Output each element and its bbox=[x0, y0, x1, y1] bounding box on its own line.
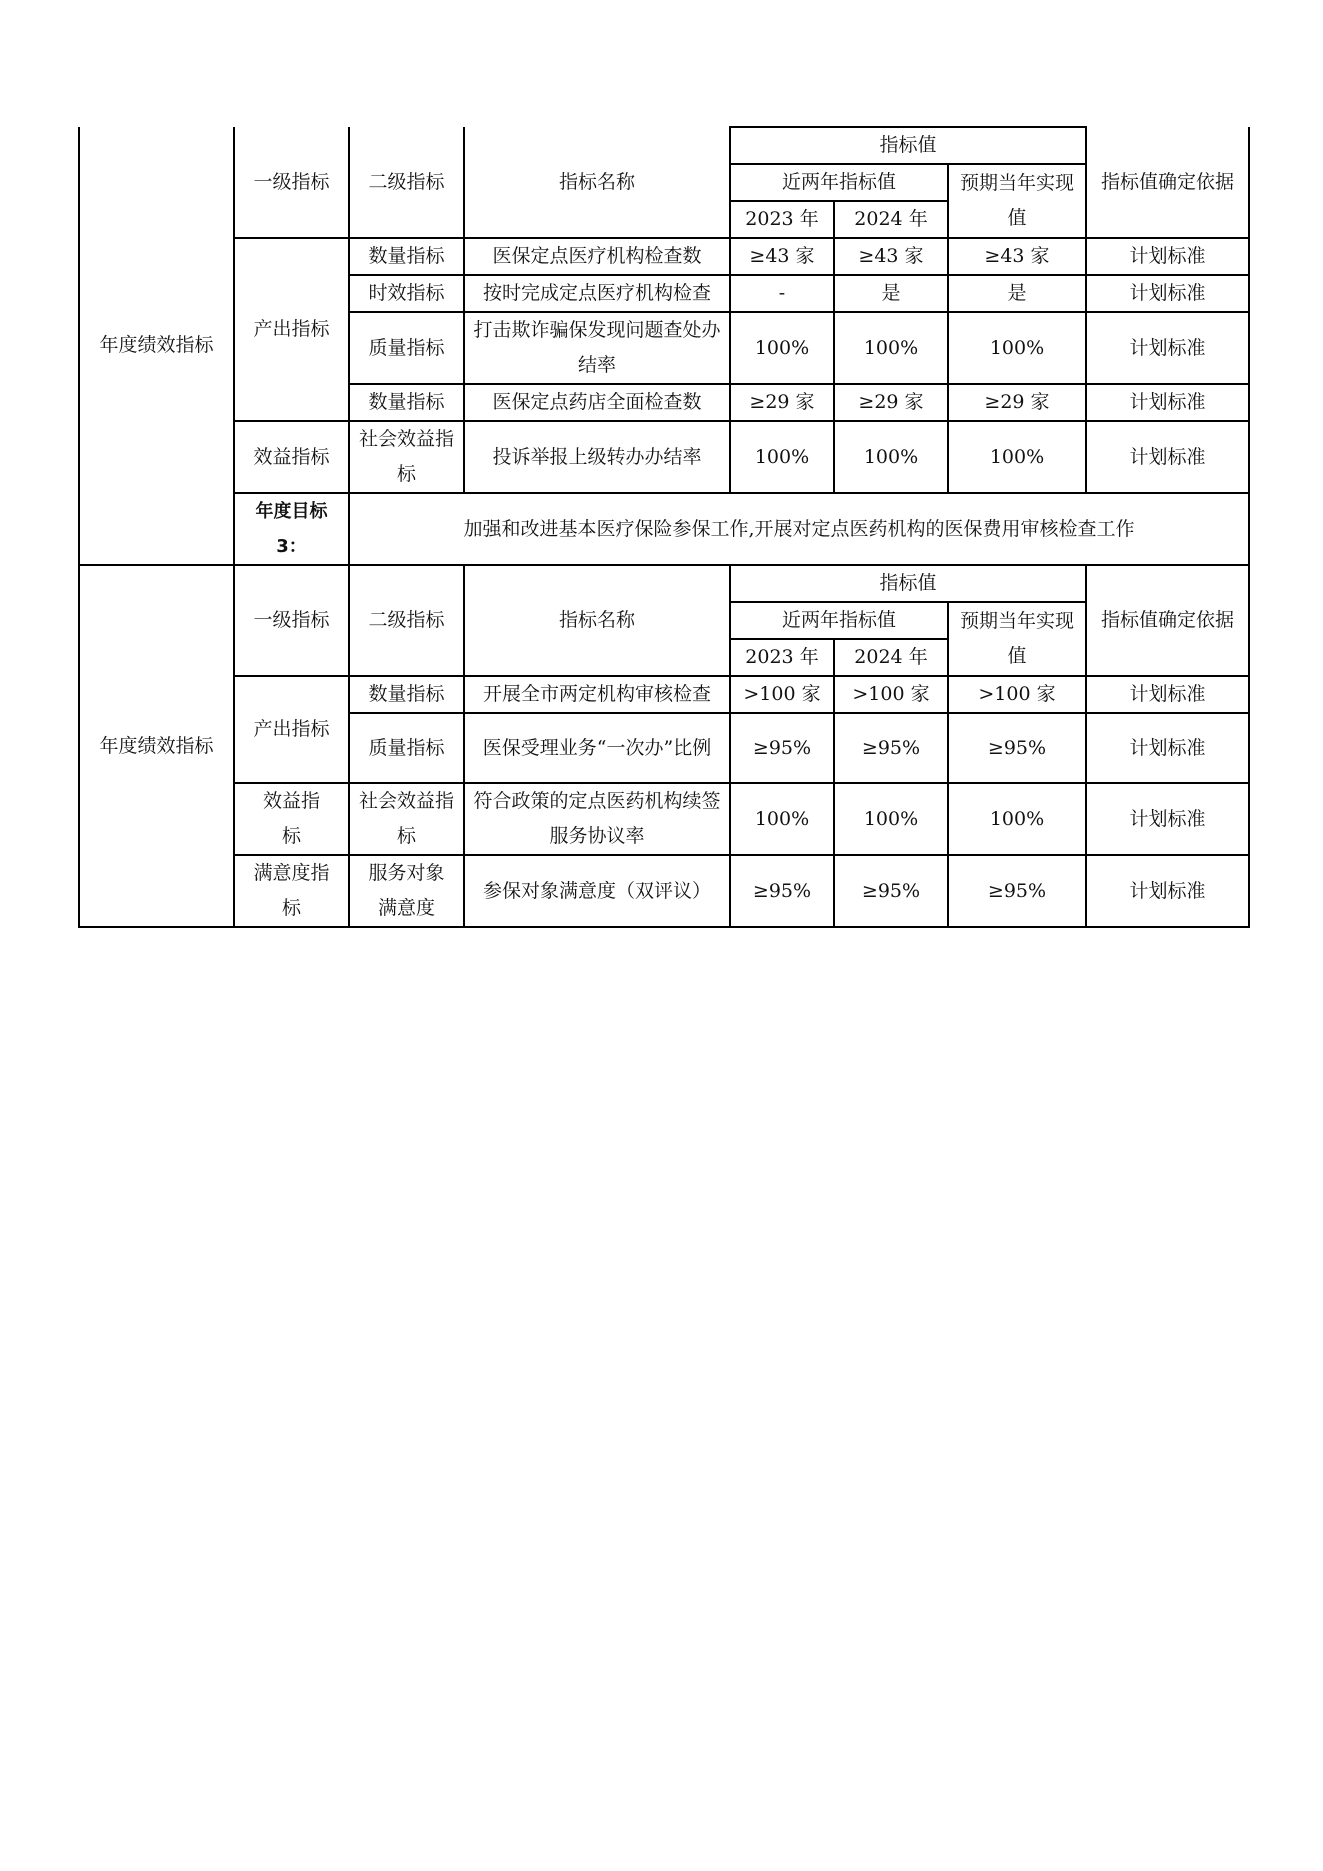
cell-2024: >100 家 bbox=[834, 676, 948, 713]
table-header-row bbox=[79, 565, 1249, 602]
cell-basis: 计划标准 bbox=[1086, 855, 1249, 927]
table-row bbox=[79, 421, 1249, 493]
table-row bbox=[79, 783, 1249, 855]
cell-2024: 100% bbox=[834, 312, 948, 384]
cell-indicator-name: 按时完成定点医疗机构检查 bbox=[464, 275, 730, 312]
cell-2023: 100% bbox=[730, 783, 834, 855]
cell-expected: ≥95% bbox=[948, 713, 1086, 783]
cell-indicator-name: 医保受理业务“一次办”比例 bbox=[464, 713, 730, 783]
cell-level2: 质量指标 bbox=[349, 312, 464, 384]
header-year-2023: 2023 年 bbox=[730, 639, 834, 676]
cell-2024: ≥43 家 bbox=[834, 238, 948, 275]
cell-basis: 计划标准 bbox=[1086, 275, 1249, 312]
level1-output: 产出指标 bbox=[234, 238, 349, 421]
group-label-annual-performance: 年度绩效指标 bbox=[79, 565, 234, 927]
header-level2: 二级指标 bbox=[349, 127, 464, 238]
cell-level2: 服务对象满意度 bbox=[349, 855, 464, 927]
cell-indicator-name: 医保定点医疗机构检查数 bbox=[464, 238, 730, 275]
header-indicator-value: 指标值 bbox=[730, 565, 1086, 602]
cell-level2: 社会效益指标 bbox=[349, 783, 464, 855]
cell-2024: 100% bbox=[834, 783, 948, 855]
header-indicator-name: 指标名称 bbox=[464, 565, 730, 676]
header-year-2024: 2024 年 bbox=[834, 639, 948, 676]
header-level1: 一级指标 bbox=[234, 565, 349, 676]
cell-basis: 计划标准 bbox=[1086, 238, 1249, 275]
header-level1: 一级指标 bbox=[234, 127, 349, 238]
annual-goal-text: 加强和改进基本医疗保险参保工作,开展对定点医药机构的医保费用审核检查工作 bbox=[349, 493, 1249, 565]
cell-2023: ≥95% bbox=[730, 855, 834, 927]
cell-indicator-name: 参保对象满意度（双评议） bbox=[464, 855, 730, 927]
cell-level2: 时效指标 bbox=[349, 275, 464, 312]
cell-2024: ≥95% bbox=[834, 855, 948, 927]
cell-level2: 数量指标 bbox=[349, 238, 464, 275]
header-expected-current-year: 预期当年实现值 bbox=[948, 602, 1086, 676]
cell-expected: 100% bbox=[948, 783, 1086, 855]
cell-expected: 100% bbox=[948, 312, 1086, 384]
cell-indicator-name: 医保定点药店全面检查数 bbox=[464, 384, 730, 421]
cell-2024: ≥95% bbox=[834, 713, 948, 783]
table-row bbox=[79, 238, 1249, 275]
cell-indicator-name: 打击欺诈骗保发现问题查处办结率 bbox=[464, 312, 730, 384]
header-indicator-name: 指标名称 bbox=[464, 127, 730, 238]
level1-benefit: 效益指标 bbox=[234, 783, 349, 855]
cell-expected: ≥95% bbox=[948, 855, 1086, 927]
header-basis: 指标值确定依据 bbox=[1086, 127, 1249, 238]
cell-basis: 计划标准 bbox=[1086, 312, 1249, 384]
cell-2023: 100% bbox=[730, 421, 834, 493]
cell-basis: 计划标准 bbox=[1086, 713, 1249, 783]
table-row bbox=[79, 676, 1249, 713]
cell-level2: 社会效益指标 bbox=[349, 421, 464, 493]
header-basis: 指标值确定依据 bbox=[1086, 565, 1249, 676]
header-expected-current-year: 预期当年实现值 bbox=[948, 164, 1086, 238]
header-recent-two-years: 近两年指标值 bbox=[730, 602, 948, 639]
cell-indicator-name: 符合政策的定点医药机构续签服务协议率 bbox=[464, 783, 730, 855]
cell-2023: ≥95% bbox=[730, 713, 834, 783]
level1-output: 产出指标 bbox=[234, 676, 349, 783]
cell-2024: 100% bbox=[834, 421, 948, 493]
cell-basis: 计划标准 bbox=[1086, 676, 1249, 713]
annual-goal-row bbox=[79, 493, 1249, 565]
cell-2023: ≥29 家 bbox=[730, 384, 834, 421]
cell-expected: >100 家 bbox=[948, 676, 1086, 713]
cell-2023: >100 家 bbox=[730, 676, 834, 713]
level1-satisfaction: 满意度指标 bbox=[234, 855, 349, 927]
header-recent-two-years: 近两年指标值 bbox=[730, 164, 948, 201]
cell-2024: 是 bbox=[834, 275, 948, 312]
cell-expected: 100% bbox=[948, 421, 1086, 493]
cell-basis: 计划标准 bbox=[1086, 421, 1249, 493]
header-year-2023: 2023 年 bbox=[730, 201, 834, 238]
annual-goal-label: 年度目标 3： bbox=[234, 493, 349, 565]
header-year-2024: 2024 年 bbox=[834, 201, 948, 238]
cell-level2: 数量指标 bbox=[349, 676, 464, 713]
cell-basis: 计划标准 bbox=[1086, 384, 1249, 421]
cell-2023: 100% bbox=[730, 312, 834, 384]
cell-expected: ≥29 家 bbox=[948, 384, 1086, 421]
table-header-row bbox=[79, 127, 1249, 164]
table-row bbox=[79, 855, 1249, 927]
cell-basis: 计划标准 bbox=[1086, 783, 1249, 855]
cell-2024: ≥29 家 bbox=[834, 384, 948, 421]
cell-indicator-name: 投诉举报上级转办办结率 bbox=[464, 421, 730, 493]
cell-2023: ≥43 家 bbox=[730, 238, 834, 275]
cell-level2: 质量指标 bbox=[349, 713, 464, 783]
level1-benefit: 效益指标 bbox=[234, 421, 349, 493]
group-label-annual-performance: 年度绩效指标 bbox=[79, 127, 234, 565]
performance-indicator-table bbox=[78, 126, 1250, 928]
cell-level2: 数量指标 bbox=[349, 384, 464, 421]
header-level2: 二级指标 bbox=[349, 565, 464, 676]
cell-expected: 是 bbox=[948, 275, 1086, 312]
cell-indicator-name: 开展全市两定机构审核检查 bbox=[464, 676, 730, 713]
header-indicator-value: 指标值 bbox=[730, 127, 1086, 164]
cell-expected: ≥43 家 bbox=[948, 238, 1086, 275]
cell-2023: - bbox=[730, 275, 834, 312]
